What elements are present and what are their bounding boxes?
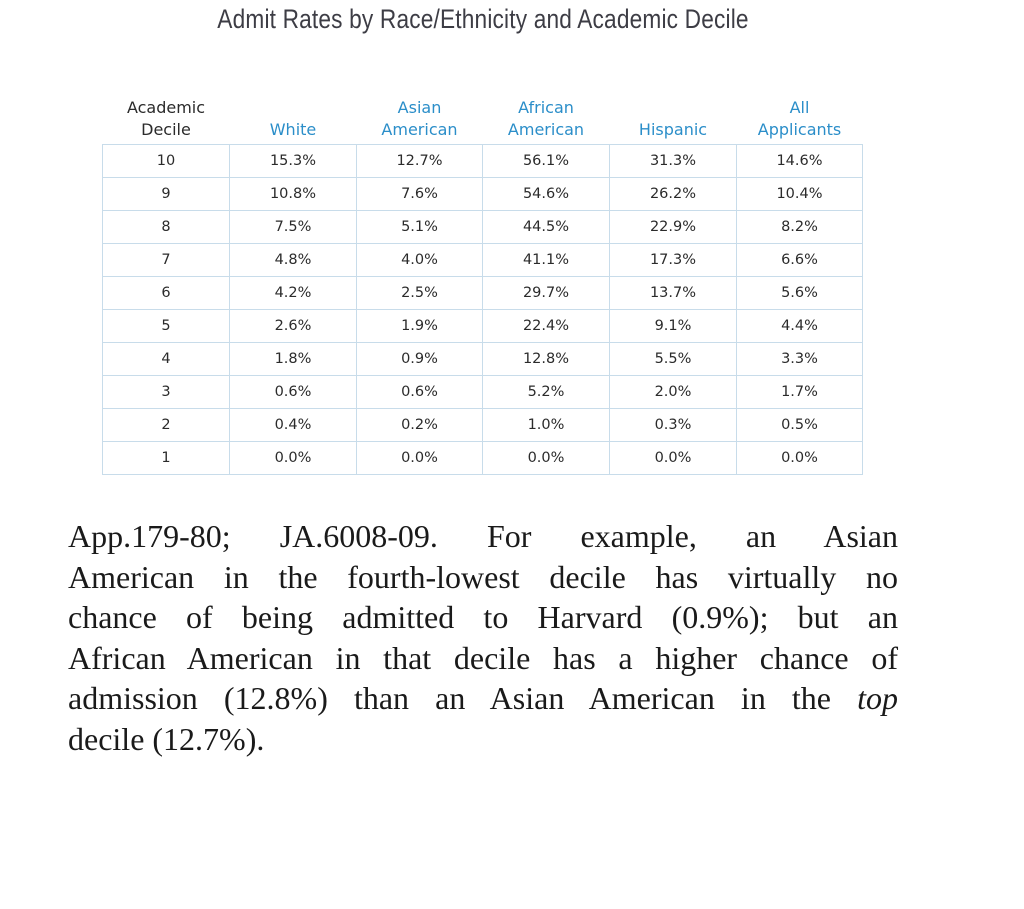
rate-cell: 5.1% [357,210,483,243]
rate-cell: 0.2% [357,408,483,441]
paragraph-line: chance of being admitted to Harvard (0.9%); but an [68,599,898,635]
rate-cell: 0.0% [483,441,610,474]
table-row [103,276,863,309]
table-row [103,375,863,408]
decile-cell: 5 [103,309,230,342]
rate-cell: 41.1% [483,243,610,276]
rate-cell: 4.0% [357,243,483,276]
rate-cell: 0.0% [357,441,483,474]
rate-cell: 12.7% [357,144,483,177]
rate-cell: 10.4% [737,177,863,210]
decile-cell: 10 [103,144,230,177]
admit-rates-table-container [102,96,863,475]
rate-cell: 54.6% [483,177,610,210]
column-header-hispanic [610,96,737,144]
rate-cell: 4.2% [230,276,357,309]
rate-cell: 2.0% [610,375,737,408]
table-row [103,144,863,177]
rate-cell: 3.3% [737,342,863,375]
paragraph-line: American in the fourth-lowest decile has virtually no [68,558,898,595]
column-header-line: American [507,119,585,139]
rate-cell: 1.8% [230,342,357,375]
rate-cell: 22.4% [483,309,610,342]
table-row [103,243,863,276]
rate-cell: 31.3% [610,144,737,177]
column-header-line: Hispanic [638,119,708,139]
column-header-white [230,96,357,144]
column-header-line: White [269,119,317,139]
table-row [103,309,863,342]
rate-cell: 13.7% [610,276,737,309]
decile-cell: 8 [103,210,230,243]
rate-cell: 26.2% [610,177,737,210]
rate-cell: 5.5% [610,342,737,375]
rate-cell: 0.4% [230,408,357,441]
paragraph-line: decile (12.7%). [68,720,265,757]
decile-cell: 9 [103,177,230,210]
rate-cell: 2.6% [230,309,357,342]
table-row [103,177,863,210]
rate-cell: 0.0% [230,441,357,474]
rate-cell: 9.1% [610,309,737,342]
rate-cell: 1.9% [357,309,483,342]
decile-cell: 1 [103,441,230,474]
rate-cell: 1.0% [483,408,610,441]
paragraph-line [68,678,898,719]
rate-cell: 10.8% [230,177,357,210]
page-title: Admit Rates by Race/Ethnicity and Academic Decile [217,4,749,34]
rate-cell: 29.7% [483,276,610,309]
table-row [103,210,863,243]
rate-cell: 0.3% [610,408,737,441]
decile-cell: 2 [103,408,230,441]
decile-cell: 3 [103,375,230,408]
rate-cell: 2.5% [357,276,483,309]
rate-cell: 0.0% [737,441,863,474]
column-header-asian-american [357,96,483,144]
table-header-row [103,96,863,144]
decile-cell: 4 [103,342,230,375]
column-header-line: American [381,119,458,139]
column-header-line: African [518,97,574,117]
rate-cell: 22.9% [610,210,737,243]
rate-cell: 0.6% [230,375,357,408]
rate-cell: 6.6% [737,243,863,276]
admit-rates-table [102,96,863,475]
rate-cell: 56.1% [483,144,610,177]
body-paragraph [68,516,898,759]
column-header-line: Academic [126,97,206,117]
paragraph-line: African American in that decile has a higher chance of [68,639,898,676]
rate-cell: 0.6% [357,375,483,408]
table-row [103,408,863,441]
column-header-academic-decile [103,96,230,144]
decile-cell: 6 [103,276,230,309]
rate-cell: 4.8% [230,243,357,276]
table-row [103,342,863,375]
rate-cell: 17.3% [610,243,737,276]
column-header-african-american [483,96,610,144]
column-header-line: Applicants [757,119,842,139]
emphasis-text: top [857,680,898,716]
paragraph-text: admission (12.8%) than an Asian American in the [68,680,858,716]
column-header-line: Asian [397,97,442,117]
rate-cell: 1.7% [737,375,863,408]
table-body [103,144,863,474]
rate-cell: 0.5% [737,408,863,441]
column-header-line: All [789,97,810,117]
rate-cell: 4.4% [737,309,863,342]
rate-cell: 5.2% [483,375,610,408]
rate-cell: 15.3% [230,144,357,177]
paragraph-line: App.179-80; JA.6008-09. For example, an Asian [68,518,898,554]
column-header-all-applicants [737,96,863,144]
rate-cell: 12.8% [483,342,610,375]
table-row [103,441,863,474]
rate-cell: 14.6% [737,144,863,177]
rate-cell: 0.0% [610,441,737,474]
column-header-line: Decile [141,119,191,139]
decile-cell: 7 [103,243,230,276]
rate-cell: 44.5% [483,210,610,243]
rate-cell: 5.6% [737,276,863,309]
rate-cell: 7.5% [230,210,357,243]
rate-cell: 8.2% [737,210,863,243]
rate-cell: 0.9% [357,342,483,375]
rate-cell: 7.6% [357,177,483,210]
